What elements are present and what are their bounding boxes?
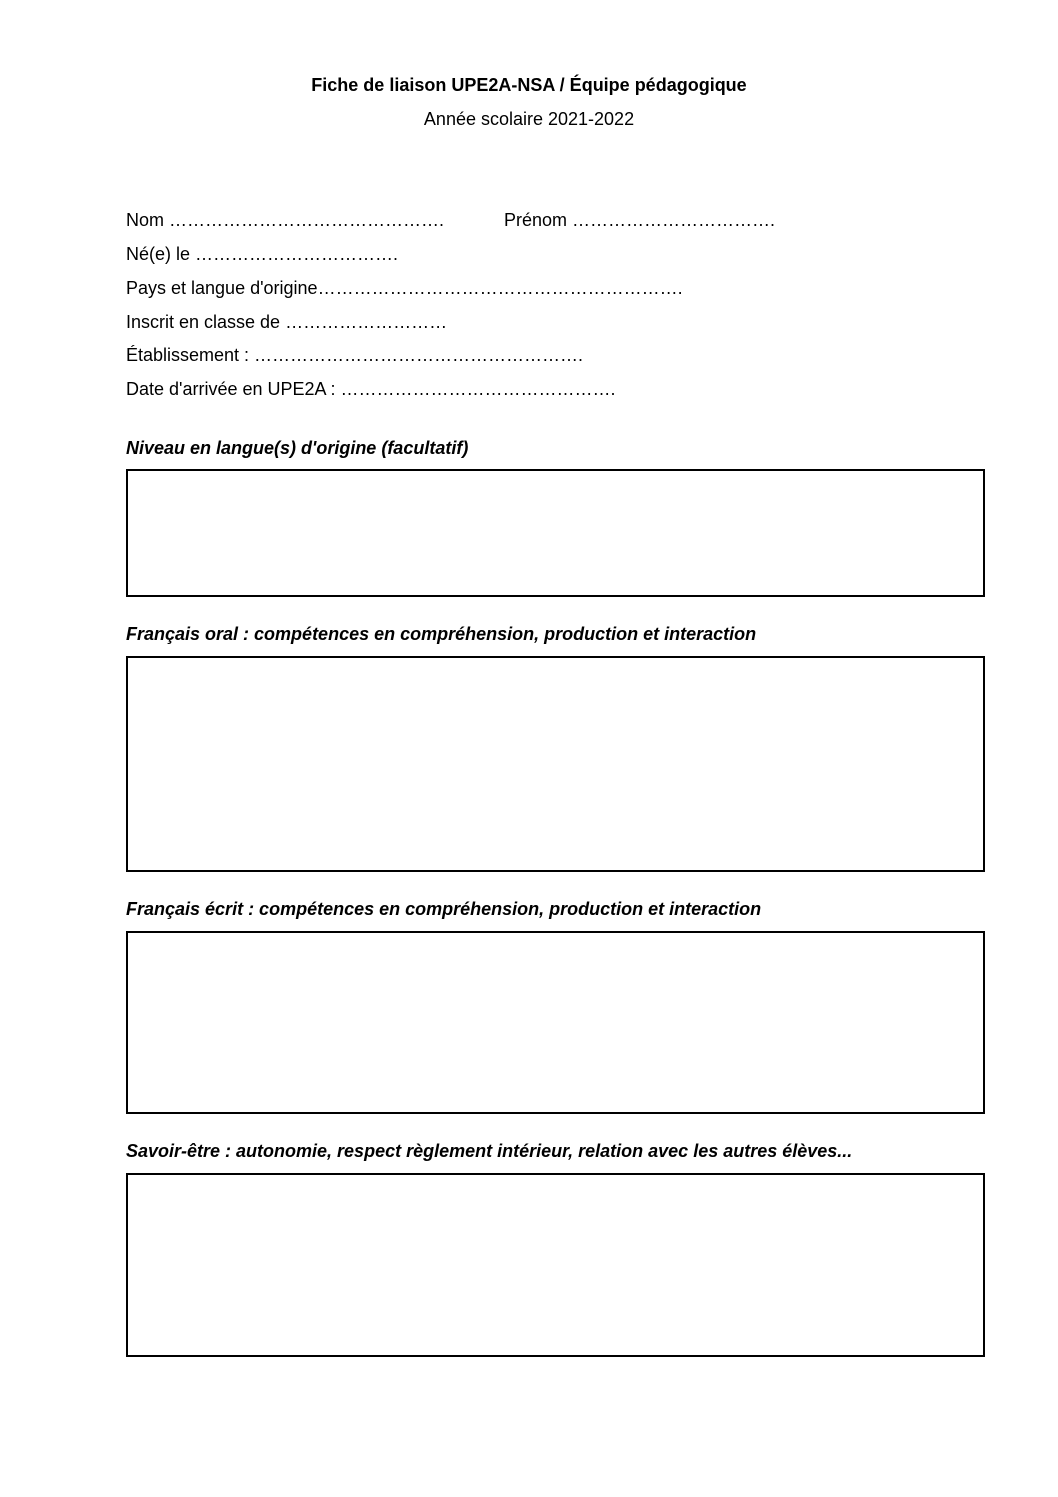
francais-ecrit-box[interactable] <box>126 931 985 1114</box>
francais-oral-box[interactable] <box>126 656 985 872</box>
francais-oral-heading: Français oral : compétences en compréhension, production et interaction <box>126 624 757 644</box>
pays-langue-field[interactable]: Pays et langue d'origine……………………………………………………. <box>126 278 683 298</box>
page-title: Fiche de liaison UPE2A-NSA / Équipe pédagogique <box>311 75 747 95</box>
savoir-etre-box[interactable] <box>126 1173 985 1357</box>
inscrit-classe-field[interactable]: Inscrit en classe de ……………………… <box>126 312 448 332</box>
savoir-etre-heading: Savoir-être : autonomie, respect règlement intérieur, relation avec les autres élèves... <box>126 1141 853 1161</box>
nom-field[interactable]: Nom ………………………………………. <box>126 210 445 230</box>
date-naissance-field[interactable]: Né(e) le ……………………………. <box>126 244 399 264</box>
school-year: Année scolaire 2021-2022 <box>423 109 635 129</box>
niveau-langue-heading: Niveau en langue(s) d'origine (facultatif) <box>126 438 469 458</box>
niveau-langue-box[interactable] <box>126 469 985 597</box>
prenom-field[interactable]: Prénom ……………………………. <box>504 210 776 230</box>
francais-ecrit-heading: Français écrit : compétences en compréhension, production et interaction <box>126 899 762 919</box>
etablissement-field[interactable]: Établissement : ………………………………………………. <box>126 345 584 365</box>
date-arrivee-field[interactable]: Date d'arrivée en UPE2A : ………………………………………. <box>126 379 616 399</box>
